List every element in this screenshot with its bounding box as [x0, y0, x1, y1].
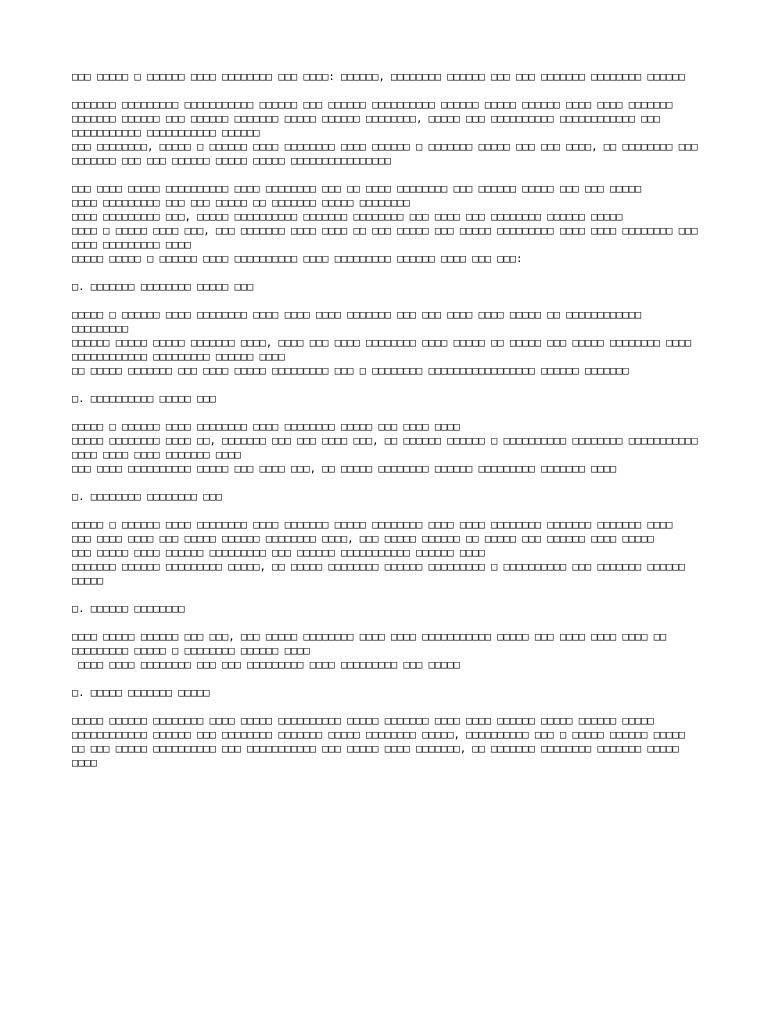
- section-1-body: □□□□□ □ □□□□□□ □□□□ □□□□□□□□ □□□□ □□□□ □□□□ □□□□□□□ □□□ □□□ □□□□ □□□□ □□□□□ □□ □□□□□□□□□□□□ □□□□□□□□□ □□□□□□ □□□□□ □□□□□ □□□□□□□ □□□□, □□□□ □□□ □□□□ □□□□□□□□ □□□□ □□□□□ □□ □□□□□ □□□ □□□□□ □□□□□□□□ □□□□ □□□□□□□□□□□□ □□□□□□□□□ □□□□□□ □□□□ □□ □□□□□ □□□□□□□ □□□ □□□□ □□□□□ □□□□□□□□□ □□□ □ □□□□□□□□ □□□□□□□□□□□□□□□□□ □□□□□□ □□□□□□□: [72, 309, 692, 377]
- section-2-heading: □. □□□□□□□□□□ □□□□□ □□□: [72, 393, 216, 405]
- section-3-heading: □. □□□□□□□□ □□□□□□□□ □□□: [72, 491, 223, 503]
- paragraph-1: □□□□□□□ □□□□□□□□□ □□□□□□□□□□□ □□□□□□ □□□ □□□□□□ □□□□□□□□□□ □□□□□□ □□□□□ □□□□□□ □□□□ □□□□ □□□□□□□ □□□□□□□ □□□□□□ □□□ □□□□□□ □□□□□□□ □□□□□ □□□□□□ □□□□□□□□, □□□□□ □□□ □□□□□□□□□□ □□□□□□□□□□□□ □□□ □□□□□□□□□□□ □□□□□□□□□□□ □□□□□□ □□□ □□□□□□□□, □□□□□ □ □□□□□□ □□□□ □□□□□□□□ □□□□ □□□□□□ □ □□□□□□□ □□□□□ □□□ □□□ □□□□, □□ □□□□□□□□ □□□ □□□□□□□ □□□ □□□ □□□□□□ □□□□□ □□□□□ □□□□□□□□□□□□□□□□: [72, 99, 698, 167]
- section-4-body: □□□□ □□□□□ □□□□□□ □□□ □□□, □□□ □□□□□ □□□□□□□□ □□□□ □□□□ □□□□□□□□□□□ □□□□□ □□□ □□□□ □□□□ □□□□ □□ □□□□□□□□□ □□□□□ □ □□□□□□□□ □□□□□□ □□□□ □□□□ □□□□ □□□□□□□□ □□□ □□□ □□□□□□□□□ □□□□ □□□□□□□□□ □□□ □□□□□: [72, 631, 667, 671]
- section-5-heading: □. □□□□□ □□□□□□□ □□□□□: [72, 687, 210, 699]
- intro-paragraph: □□□ □□□□□ □ □□□□□□ □□□□ □□□□□□□□ □□□ □□□□: □□□□□□, □□□□□□□□ □□□□□□ □□□ □□□ □□□□□□□ □□□□□□□□ □□□□□□: [72, 71, 686, 83]
- section-3-body: □□□□□ □ □□□□□□ □□□□ □□□□□□□□ □□□□ □□□□□□□ □□□□□ □□□□□□□□ □□□□ □□□□ □□□□□□□□ □□□□□□□ □□□□□□□ □□□□ □□□ □□□□ □□□□ □□□ □□□□□ □□□□□□ □□□□□□□□ □□□□, □□□ □□□□□ □□□□□□ □□ □□□□□ □□□ □□□□□□ □□□□ □□□□□ □□□ □□□□□ □□□□ □□□□□□ □□□□□□□□□ □□□ □□□□□□ □□□□□□□□□□□ □□□□□□ □□□□ □□□□□□□ □□□□□□ □□□□□□□□□ □□□□□, □□ □□□□□ □□□□□□□□ □□□□□□ □□□□□□□□□ □ □□□□□□□□□□ □□□ □□□□□□□ □□□□□□ □□□□□: [72, 519, 686, 587]
- section-4-heading: □. □□□□□□ □□□□□□□□: [72, 603, 185, 615]
- paragraph-2: □□□ □□□□ □□□□□ □□□□□□□□□□ □□□□ □□□□□□□□ □□□ □□ □□□□ □□□□□□□□ □□□ □□□□□□ □□□□□ □□□ □□□ □□□□□ □□□□ □□□□□□□□□ □□□ □□□ □□□□□ □□ □□□□□□□ □□□□□ □□□□□□□□ □□□□ □□□□□□□□□ □□□, □□□□□ □□□□□□□□□□ □□□□□□□ □□□□□□□□ □□□ □□□□ □□□ □□□□□□□□ □□□□□□ □□□□□ □□□□ □ □□□□□ □□□□ □□□, □□□ □□□□□□□ □□□□ □□□□ □□ □□□ □□□□□ □□□ □□□□□ □□□□□□□□□ □□□□ □□□□ □□□□□□□□ □□□ □□□□ □□□□□□□□□ □□□□ □□□□□ □□□□□ □ □□□□□□ □□□□ □□□□□□□□□□ □□□□ □□□□□□□□□ □□□□□□ □□□□ □□□ □□□:: [72, 183, 698, 265]
- section-5-body: □□□□□ □□□□□□ □□□□□□□□ □□□□ □□□□□ □□□□□□□□□□ □□□□□ □□□□□□□ □□□□ □□□□ □□□□□□ □□□□□ □□□□□□ □□□□□ □□□□□□□□□□□□ □□□□□□ □□□ □□□□□□□□ □□□□□□□ □□□□□ □□□□□□□□ □□□□□, □□□□□□□□□□ □□□ □ □□□□□ □□□□□□ □□□□□ □□ □□□ □□□□□ □□□□□□□□□□ □□□ □□□□□□□□□□□ □□□ □□□□□ □□□□ □□□□□□□, □□ □□□□□□□ □□□□□□□□ □□□□□□□ □□□□□ □□□□: [72, 715, 686, 769]
- section-2-body: □□□□□ □ □□□□□□ □□□□ □□□□□□□□ □□□□ □□□□□□□□ □□□□□ □□□ □□□□ □□□□ □□□□□ □□□□□□□□ □□□□ □□, □□□□□□□ □□□ □□□ □□□□ □□□, □□ □□□□□□ □□□□□□ □ □□□□□□□□□□ □□□□□□□□ □□□□□□□□□□□ □□□□ □□□□ □□□□ □□□□□□□ □□□□ □□□ □□□□ □□□□□□□□□□ □□□□□ □□□ □□□□ □□□, □□ □□□□□ □□□□□□□□ □□□□□□ □□□□□□□□□ □□□□□□□ □□□□: [72, 421, 698, 475]
- section-1-heading: □. □□□□□□□ □□□□□□□□ □□□□□ □□□: [72, 281, 254, 293]
